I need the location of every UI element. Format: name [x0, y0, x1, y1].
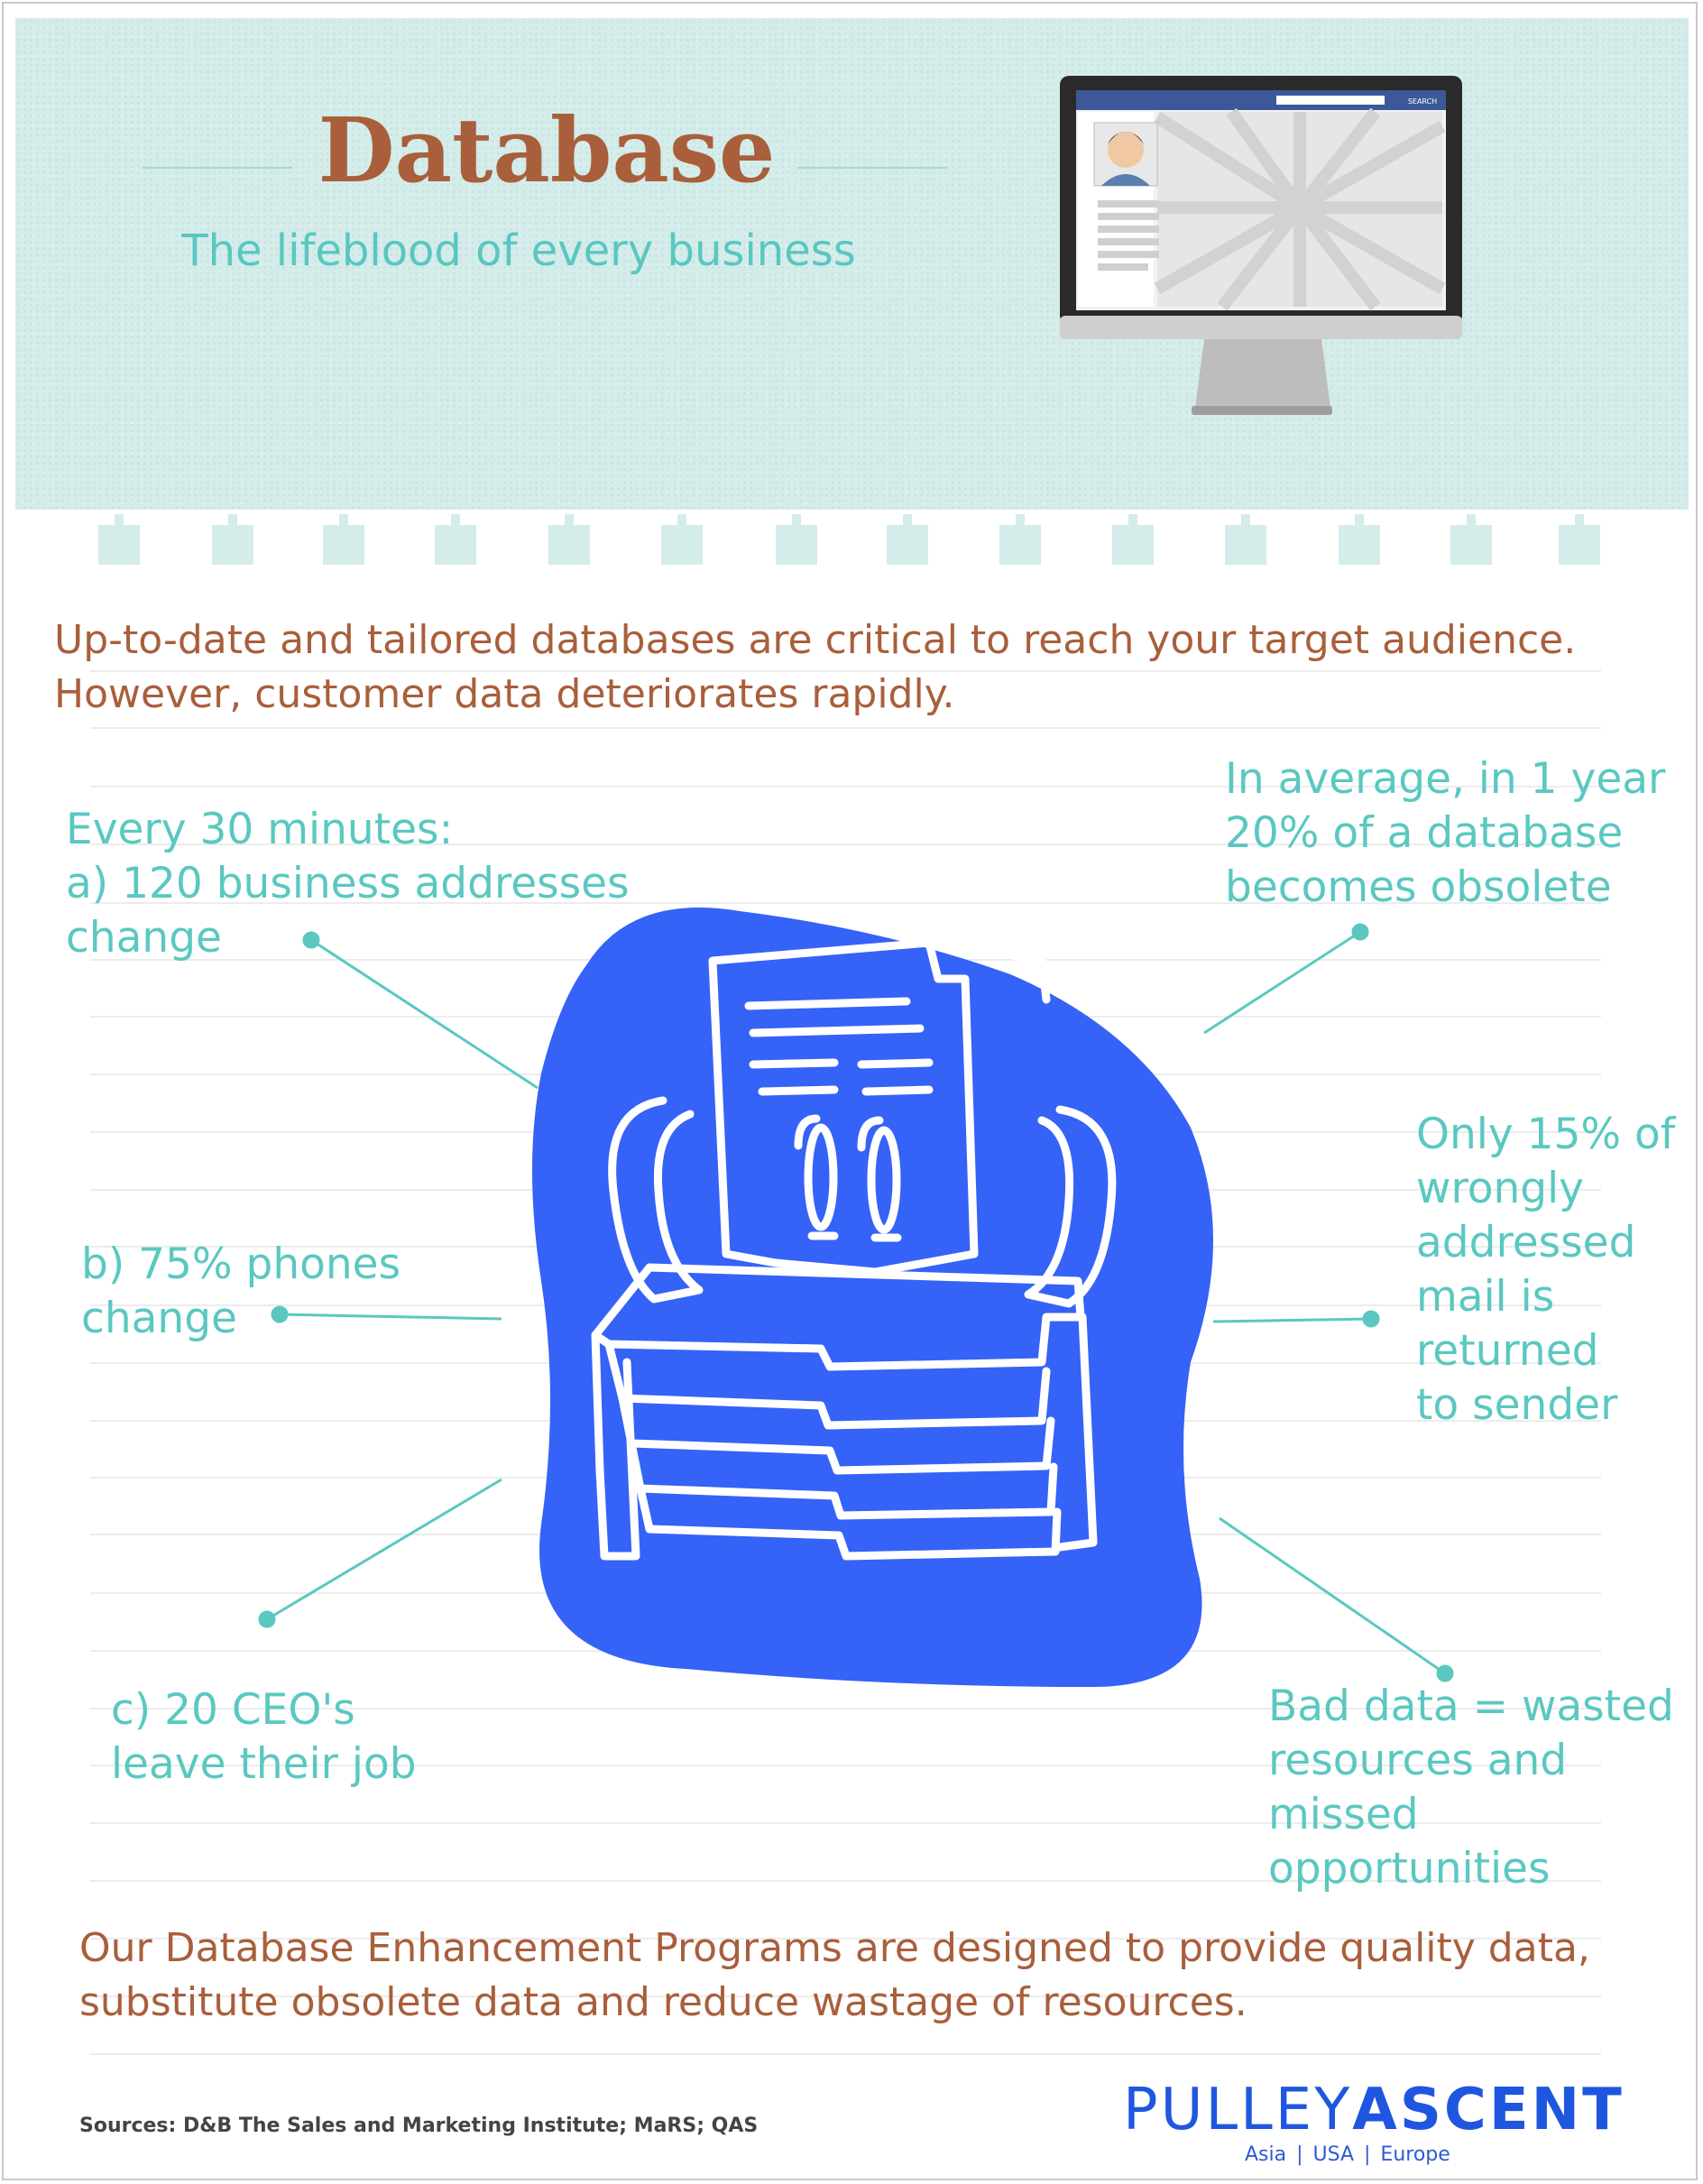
closing-line-1: Our Database Enhancement Programs are designed to provide quality data, [79, 1925, 1590, 1971]
brand-regions: Asia | USA | Europe [1245, 2143, 1450, 2166]
fact-yearly-obsolete: In average, in 1 year 20% of a database becomes obsolete [1225, 754, 1666, 912]
fact-mail-returned: Only 15% of wrongly addressed mail is returned to sender [1416, 1110, 1676, 1430]
intro-line-2: However, customer data deteriorates rapidly. [54, 671, 955, 717]
brand-logo[interactable] [1123, 2077, 1625, 2143]
fact-every-30-minutes: Every 30 minutes: a) 120 business addresses change [66, 805, 630, 963]
page-subtitle: The lifeblood of every business [181, 226, 856, 276]
closing-line-2: substitute obsolete data and reduce wastage of resources. [79, 1979, 1247, 2025]
closing-text [79, 1921, 1667, 2030]
brand-logo-part-2: ASCENT [1352, 2077, 1625, 2143]
fact-bad-data: Bad data = wasted resources and missed opportunities [1268, 1682, 1674, 1894]
page-title: Database [318, 99, 776, 203]
monitor-search-label: SEARCH [1407, 97, 1438, 106]
intro-line-1: Up-to-date and tailored databases are critical to reach your target audience. [54, 617, 1577, 663]
fact-phones-change: b) 75% phones change [81, 1239, 401, 1343]
brand-logo-part-1: PULLEY [1123, 2077, 1353, 2143]
sources-note: Sources: D&B The Sales and Marketing Institute; MaRS; QAS [79, 2115, 759, 2137]
fact-ceos-leave: c) 20 CEO's leave their job [111, 1685, 417, 1789]
